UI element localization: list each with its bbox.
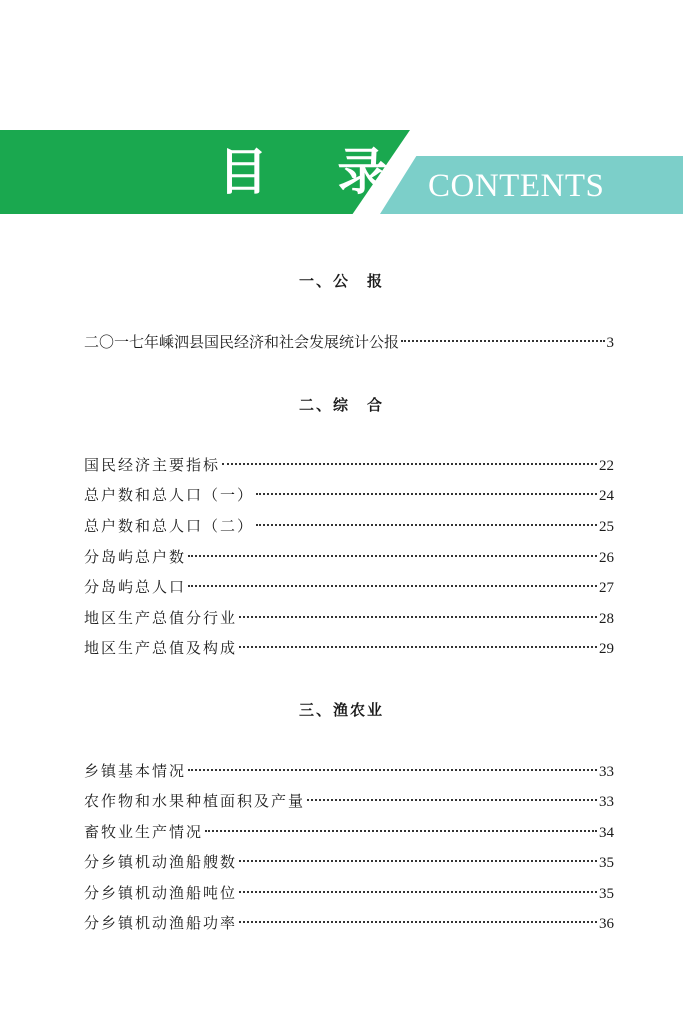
toc-entry[interactable] (84, 453, 614, 477)
toc-entry-title: 地区生产总值分行业 (84, 609, 238, 627)
toc-entry[interactable] (84, 881, 614, 905)
toc-entry-title: 国民经济主要指标 (84, 456, 221, 474)
toc-entry-page: 34 (599, 825, 614, 841)
toc-entry[interactable] (84, 850, 614, 874)
toc-leader-dots (307, 799, 597, 801)
toc-leader-dots (222, 463, 597, 465)
toc-entry-title: 地区生产总值及构成 (84, 639, 238, 657)
toc-entry-page: 22 (599, 458, 614, 474)
toc-entry-title: 二〇一七年嵊泗县国民经济和社会发展统计公报 (84, 333, 400, 351)
toc-entry-page: 3 (606, 335, 614, 351)
toc-entry[interactable] (84, 759, 614, 783)
toc-leader-dots (239, 891, 597, 893)
toc-entry-page: 36 (599, 916, 614, 932)
toc-entry[interactable] (84, 483, 614, 507)
section-heading-bulletin: 一、公 报 (298, 272, 384, 290)
toc-leader-dots (205, 830, 597, 832)
toc-leader-dots (188, 585, 597, 587)
toc-leader-dots (239, 646, 597, 648)
section-heading-general: 二、综 合 (298, 396, 384, 414)
toc-entry[interactable] (84, 514, 614, 538)
toc-entry[interactable] (84, 575, 614, 599)
toc-leader-dots (239, 616, 597, 618)
toc-entry-page: 28 (599, 611, 614, 627)
toc-entry-title: 分岛屿总户数 (84, 548, 187, 566)
contents-banner (0, 130, 683, 214)
toc-entry-title: 总户数和总人口（二） (84, 517, 255, 535)
toc-entry-page: 27 (599, 580, 614, 596)
toc-entry-page: 35 (599, 855, 614, 871)
toc-entry-title: 乡镇基本情况 (84, 762, 187, 780)
page-subtitle: CONTENTS (428, 168, 605, 204)
toc-entry-page: 26 (599, 550, 614, 566)
toc-entry-title: 总户数和总人口（一） (84, 486, 255, 504)
toc-entry[interactable] (84, 911, 614, 935)
toc-entry[interactable] (84, 789, 614, 813)
toc-entry-title: 畜牧业生产情况 (84, 823, 204, 841)
toc-entry-page: 24 (599, 488, 614, 504)
toc-entry-page: 25 (599, 519, 614, 535)
toc-leader-dots (256, 493, 597, 495)
toc-entry[interactable] (84, 330, 614, 354)
toc-entry[interactable] (84, 606, 614, 630)
toc-entry-page: 33 (599, 794, 614, 810)
toc-leader-dots (239, 921, 597, 923)
toc-entry-title: 分乡镇机动渔船艘数 (84, 853, 238, 871)
toc-entry-title: 分乡镇机动渔船功率 (84, 914, 238, 932)
page-title: 目 录 (218, 143, 414, 201)
toc-leader-dots (256, 524, 597, 526)
toc-entry[interactable] (84, 636, 614, 660)
toc-entry-title: 分乡镇机动渔船吨位 (84, 884, 238, 902)
toc-leader-dots (401, 340, 604, 342)
toc-entry[interactable] (84, 545, 614, 569)
toc-leader-dots (188, 769, 597, 771)
toc-entry[interactable] (84, 820, 614, 844)
toc-leader-dots (239, 860, 597, 862)
toc-entry-page: 35 (599, 886, 614, 902)
toc-leader-dots (188, 555, 597, 557)
toc-entry-page: 29 (599, 641, 614, 657)
toc-entry-title: 分岛屿总人口 (84, 578, 187, 596)
toc-entry-page: 33 (599, 764, 614, 780)
toc-entry-title: 农作物和水果种植面积及产量 (84, 792, 306, 810)
section-heading-fishery-agriculture: 三、渔农业 (298, 701, 384, 719)
